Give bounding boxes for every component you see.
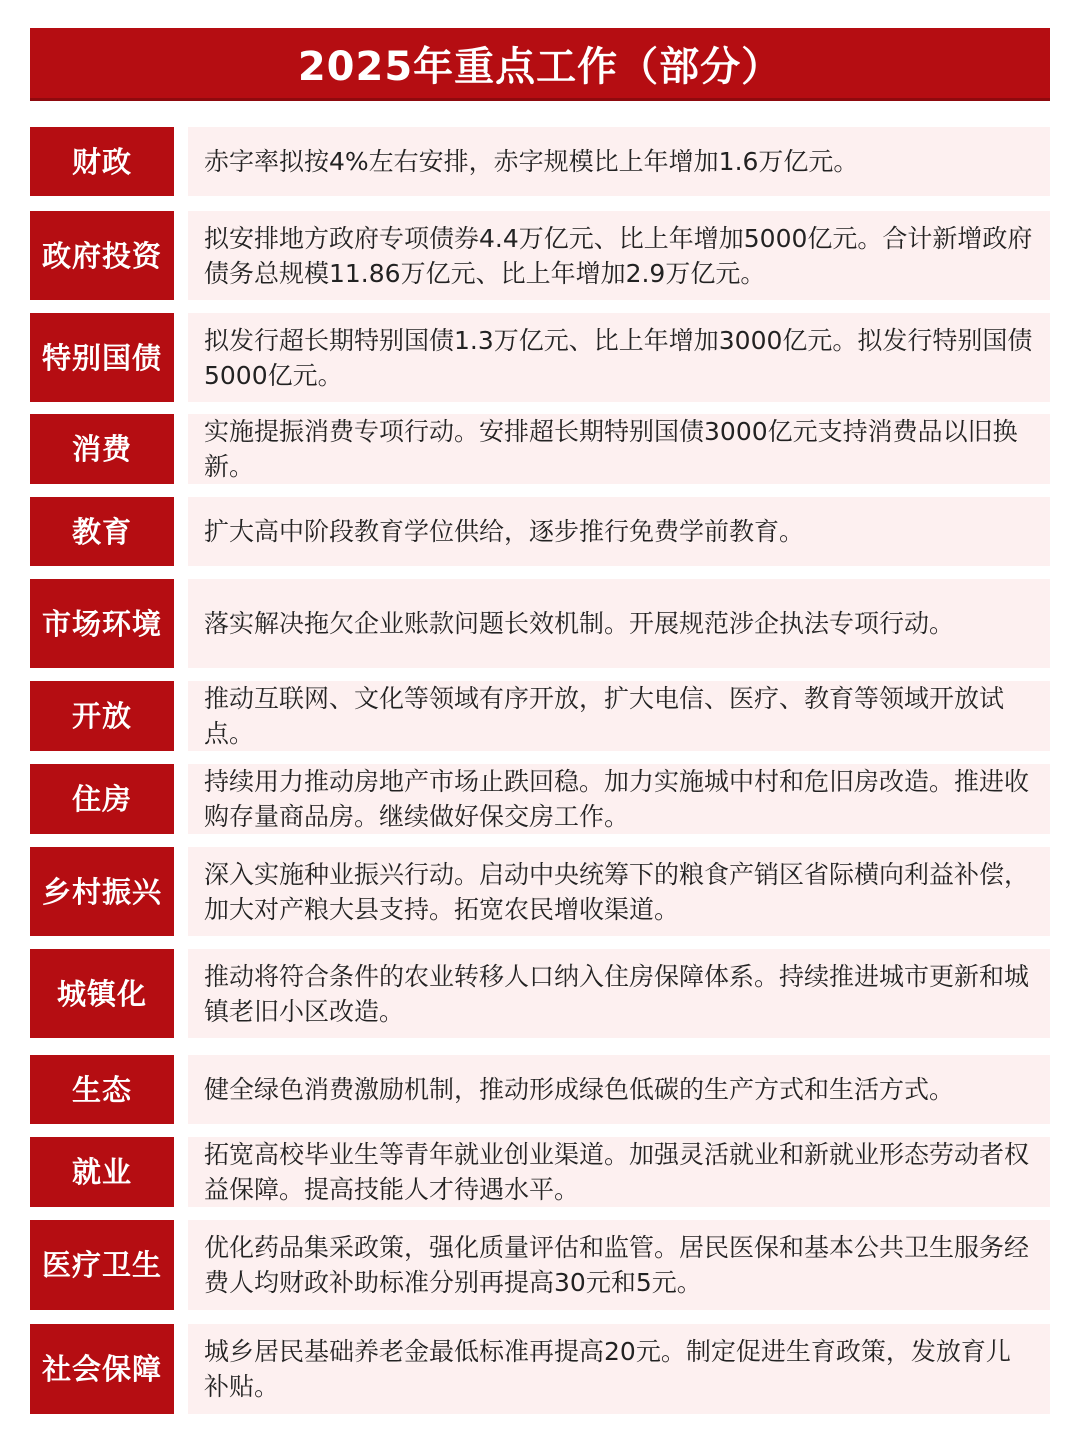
row-label: 医疗卫生 [30, 1220, 174, 1310]
row-social-security [30, 1324, 1050, 1414]
row-label: 乡村振兴 [30, 847, 174, 936]
row-text: 实施提振消费专项行动。安排超长期特别国债3000亿元支持消费品以旧换新。 [188, 414, 1050, 484]
row-text: 拓宽高校毕业生等青年就业创业渠道。加强灵活就业和新就业形态劳动者权益保障。提高技能人才待遇水平。 [188, 1137, 1050, 1207]
row-urbanization [30, 949, 1050, 1038]
row-label: 开放 [30, 681, 174, 751]
row-label: 就业 [30, 1137, 174, 1207]
row-special-bonds [30, 313, 1050, 402]
row-text: 赤字率拟按4%左右安排，赤字规模比上年增加1.6万亿元。 [188, 127, 1050, 196]
row-label: 特别国债 [30, 313, 174, 402]
row-rural-revitalization [30, 847, 1050, 936]
row-label: 城镇化 [30, 949, 174, 1038]
row-government-investment [30, 211, 1050, 300]
row-finance [30, 127, 1050, 196]
row-text: 持续用力推动房地产市场止跌回稳。加力实施城中村和危旧房改造。推进收购存量商品房。继续做好保交房工作。 [188, 764, 1050, 834]
row-label: 教育 [30, 497, 174, 566]
row-text: 深入实施种业振兴行动。启动中央统筹下的粮食产销区省际横向利益补偿，加大对产粮大县支持。拓宽农民增收渠道。 [188, 847, 1050, 936]
row-text: 拟发行超长期特别国债1.3万亿元、比上年增加3000亿元。拟发行特别国债5000亿元。 [188, 313, 1050, 402]
row-ecology [30, 1055, 1050, 1124]
row-housing [30, 764, 1050, 834]
row-healthcare [30, 1220, 1050, 1310]
row-employment [30, 1137, 1050, 1207]
row-text: 落实解决拖欠企业账款问题长效机制。开展规范涉企执法专项行动。 [188, 579, 1050, 668]
row-market-environment [30, 579, 1050, 668]
row-text: 健全绿色消费激励机制，推动形成绿色低碳的生产方式和生活方式。 [188, 1055, 1050, 1124]
row-label: 生态 [30, 1055, 174, 1124]
row-education [30, 497, 1050, 566]
page-title: 2025年重点工作（部分） [30, 28, 1050, 101]
row-consumption [30, 414, 1050, 484]
row-text: 推动将符合条件的农业转移人口纳入住房保障体系。持续推进城市更新和城镇老旧小区改造。 [188, 949, 1050, 1038]
row-text: 城乡居民基础养老金最低标准再提高20元。制定促进生育政策，发放育儿补贴。 [188, 1324, 1050, 1414]
row-label: 财政 [30, 127, 174, 196]
row-text: 推动互联网、文化等领域有序开放，扩大电信、医疗、教育等领域开放试点。 [188, 681, 1050, 751]
row-text: 拟安排地方政府专项债券4.4万亿元、比上年增加5000亿元。合计新增政府债务总规模11.86万亿元、比上年增加2.9万亿元。 [188, 211, 1050, 300]
row-label: 政府投资 [30, 211, 174, 300]
row-text: 优化药品集采政策，强化质量评估和监管。居民医保和基本公共卫生服务经费人均财政补助标准分别再提高30元和5元。 [188, 1220, 1050, 1310]
row-opening-up [30, 681, 1050, 751]
row-label: 社会保障 [30, 1324, 174, 1414]
row-text: 扩大高中阶段教育学位供给，逐步推行免费学前教育。 [188, 497, 1050, 566]
row-label: 消费 [30, 414, 174, 484]
row-label: 住房 [30, 764, 174, 834]
row-label: 市场环境 [30, 579, 174, 668]
